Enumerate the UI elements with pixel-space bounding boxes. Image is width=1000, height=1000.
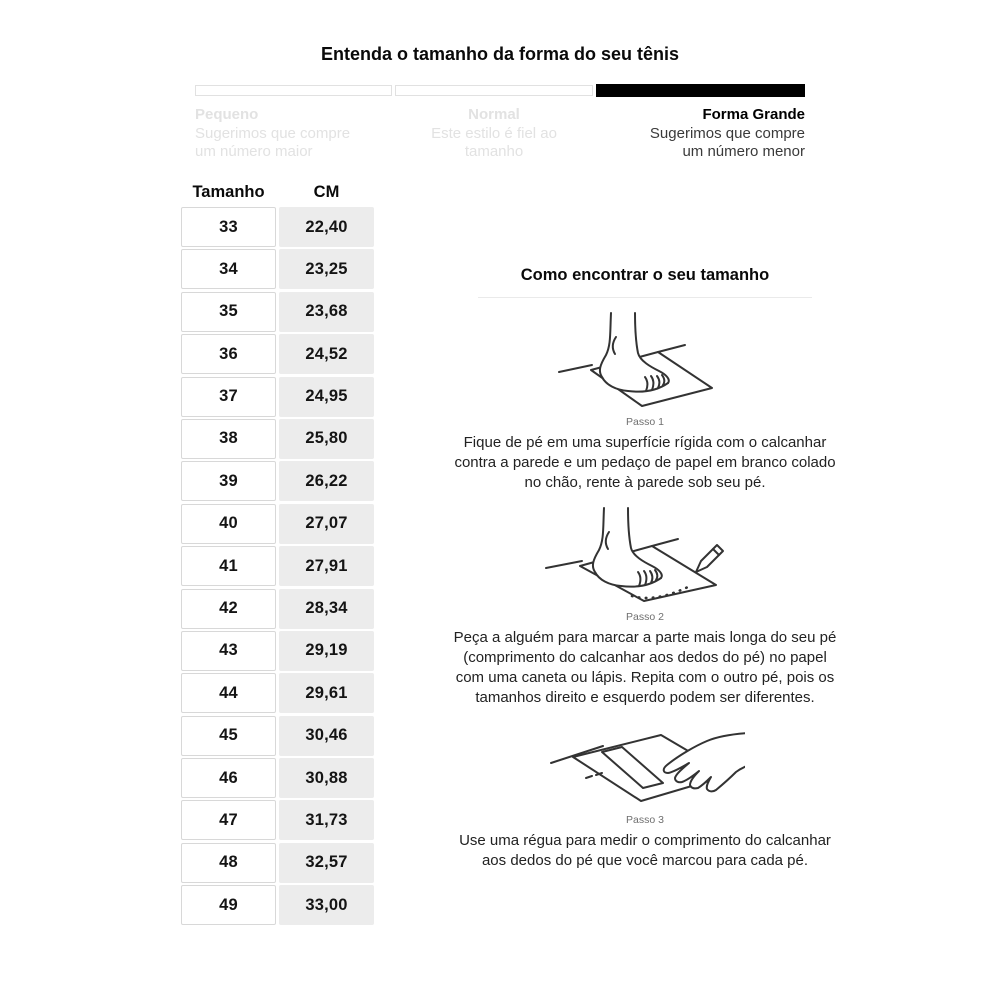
cm-cell: 29,61 [279,673,374,713]
foot-on-paper-icon [555,311,735,407]
step-text: Peça a alguém para marcar a parte mais longa do seu pé (comprimento do calcanhar aos dedos do pé) no papel com uma caneta ou lápis. Repita com o outro pé, pois os tamanhos direito e esquerdo podem ser diferentes. [453,629,837,706]
cm-cell: 23,25 [279,249,374,289]
table-row [181,207,374,247]
cm-cell: 31,73 [279,800,374,840]
foot-marking-pencil-icon [540,506,750,602]
size-table-body [181,207,374,925]
fit-label-title: Normal [468,106,520,123]
cm-cell: 29,19 [279,631,374,671]
step-2 [450,506,840,708]
fit-segment-pequeno [195,85,392,96]
table-row [181,546,374,586]
step-3 [450,721,840,871]
how-to-section [450,266,840,871]
table-row [181,843,374,883]
size-cell: 42 [181,589,276,629]
divider [478,297,812,298]
size-cell: 43 [181,631,276,671]
cm-cell: 25,80 [279,419,374,459]
fit-label-description: Sugerimos que compre um número menor [649,125,805,160]
step-text: Fique de pé em uma superfície rígida com o calcanhar contra a parede e um pedaço de papel em branco colado no chão, rente à parede sob seu pé. [454,434,836,491]
table-row [181,461,374,501]
fit-scale-track [195,84,805,97]
size-cell: 35 [181,292,276,332]
size-cell: 33 [181,207,276,247]
table-row [181,292,374,332]
step-label: Passo 2 [626,611,664,623]
table-row [181,377,374,417]
cm-cell: 27,07 [279,504,374,544]
hand-ruler-icon [545,721,745,805]
cm-cell: 24,52 [279,334,374,374]
step-1 [450,311,840,493]
size-column-header: Tamanho [192,183,265,201]
table-row [181,589,374,629]
fit-label-normal [394,106,593,161]
step-label: Passo 1 [626,416,664,428]
table-row [181,419,374,459]
table-row [181,249,374,289]
cm-cell: 22,40 [279,207,374,247]
size-cell: 45 [181,716,276,756]
size-cell: 34 [181,249,276,289]
cm-cell: 26,22 [279,461,374,501]
step-label: Passo 3 [626,814,664,826]
cm-cell: 27,91 [279,546,374,586]
size-cell: 38 [181,419,276,459]
cm-cell: 30,88 [279,758,374,798]
size-cell: 47 [181,800,276,840]
size-table-header [181,183,374,202]
cm-column-header: CM [313,183,340,201]
table-row [181,504,374,544]
size-cell: 46 [181,758,276,798]
fit-segment-forma-grande [596,84,805,97]
fit-label-title: Pequeno [195,106,259,123]
table-row [181,631,374,671]
step-text: Use uma régua para medir o comprimento do calcanhar aos dedos do pé que você marcou para cada pé. [459,832,831,869]
size-cell: 40 [181,504,276,544]
table-row [181,334,374,374]
fit-label-description: Este estilo é fiel ao tamanho [431,125,557,160]
size-cell: 44 [181,673,276,713]
fit-scale [195,84,805,161]
table-row [181,800,374,840]
how-to-title: Como encontrar o seu tamanho [520,266,770,284]
fit-label-forma-grande [594,106,805,161]
table-row [181,758,374,798]
fit-label-pequeno [195,106,394,161]
cm-cell: 24,95 [279,377,374,417]
page-title: Entenda o tamanho da forma do seu tênis [320,44,680,64]
fit-segment-normal [395,85,592,96]
size-cell: 37 [181,377,276,417]
fit-label-description: Sugerimos que compre um número maior [195,125,351,160]
cm-cell: 32,57 [279,843,374,883]
size-cell: 49 [181,885,276,925]
fit-scale-labels [195,106,805,161]
size-cell: 39 [181,461,276,501]
table-row [181,673,374,713]
cm-cell: 30,46 [279,716,374,756]
table-row [181,716,374,756]
table-row [181,885,374,925]
size-cell: 48 [181,843,276,883]
fit-label-title: Forma Grande [702,106,805,123]
size-cell: 41 [181,546,276,586]
cm-cell: 28,34 [279,589,374,629]
size-cell: 36 [181,334,276,374]
size-table [181,183,374,928]
cm-cell: 33,00 [279,885,374,925]
cm-cell: 23,68 [279,292,374,332]
